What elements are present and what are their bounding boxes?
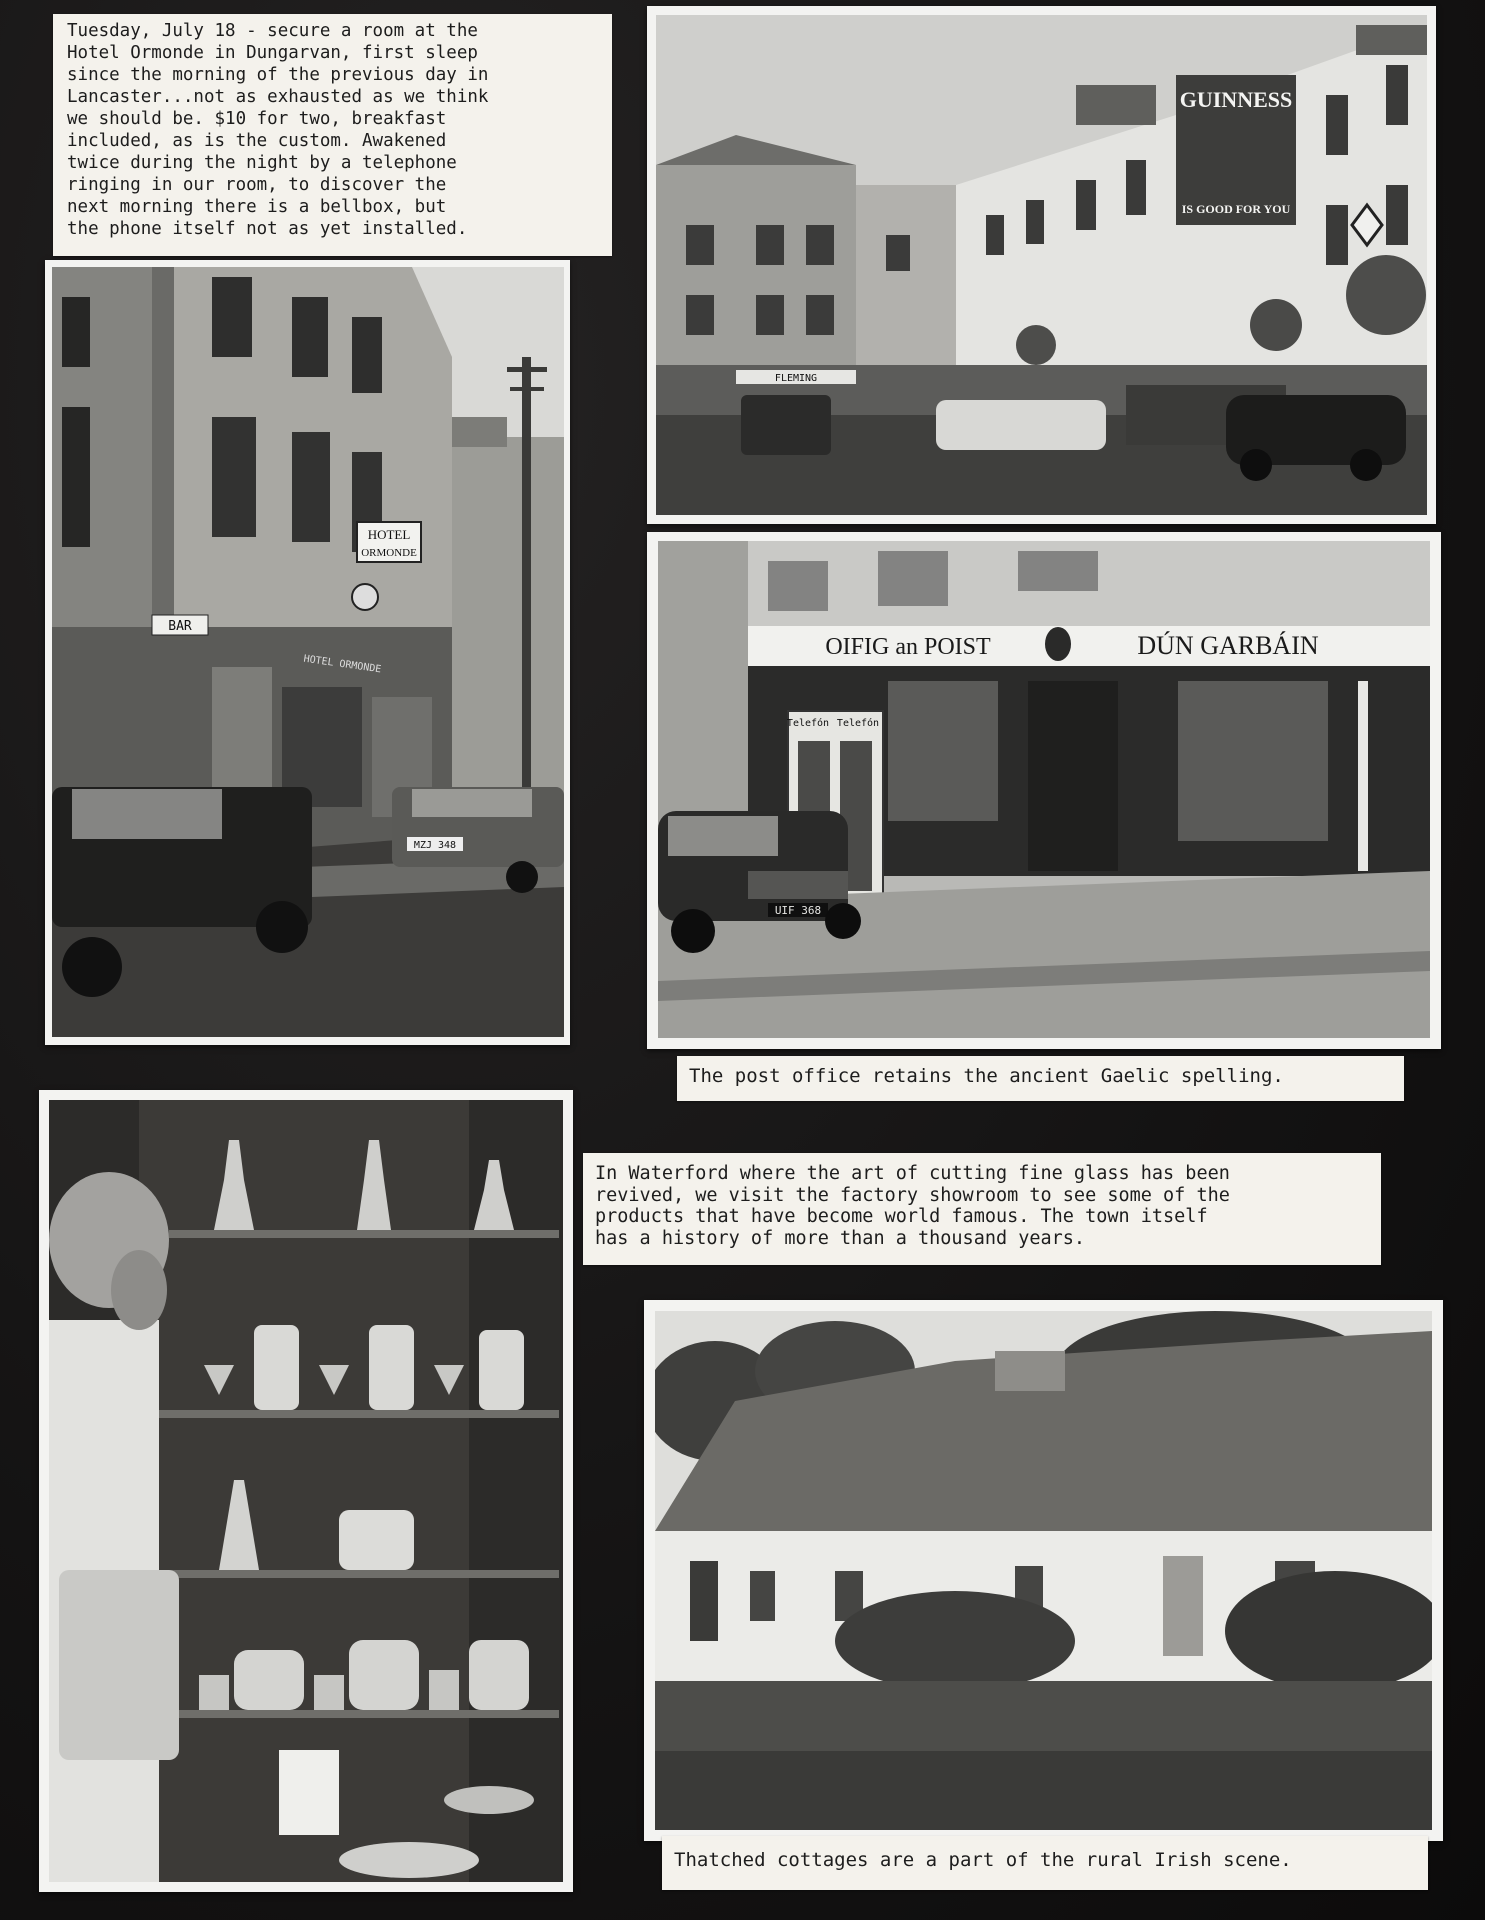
fleming-sign-text: FLEMING	[774, 373, 818, 384]
harp-emblem-icon	[1045, 627, 1071, 661]
chimney	[995, 1351, 1065, 1391]
jug-3	[479, 1330, 524, 1410]
journal-line: Lancaster...not as exhausted as we think	[67, 87, 489, 107]
hotel-sign-name: ORMONDE	[361, 547, 417, 559]
waterford-line: products that have become world famous. The town itself	[595, 1206, 1208, 1227]
waterford-glass-photo	[39, 1090, 573, 1892]
journal-line: we should be. $10 for two, breakfast	[67, 109, 447, 129]
journal-line: the phone itself not as yet installed.	[67, 219, 468, 239]
town-square-photo	[647, 6, 1436, 524]
hotel-sign-text: HOTEL	[367, 527, 411, 542]
bar-sign-text: BAR	[168, 619, 192, 634]
post-office-caption-text: The post office retains the ancient Gaelic spelling.	[689, 1065, 1284, 1087]
waterford-line: In Waterford where the art of cutting fine glass has been	[595, 1163, 1230, 1184]
post-office-caption	[677, 1056, 1404, 1101]
cottage-door-right	[1163, 1556, 1203, 1656]
hotel-ormonde-scene	[52, 267, 564, 1037]
cottages-caption	[662, 1836, 1428, 1890]
jug-2	[369, 1325, 414, 1410]
square-car-1	[741, 395, 831, 455]
hotel-fascia-text: HOTEL ORMONDE	[302, 653, 382, 676]
post-office-car-plate: UIF 368	[774, 904, 822, 917]
post-office-sign-right: DÚN GARBÁIN	[1137, 631, 1319, 660]
journal-caption	[53, 14, 612, 256]
square-car-2	[936, 400, 1106, 450]
hotel-car-plate: MZJ 348	[413, 840, 457, 851]
journal-line: next morning there is a bellbox, but	[67, 197, 447, 217]
display-card	[279, 1750, 339, 1835]
jug-6	[469, 1640, 529, 1710]
waterford-caption	[583, 1153, 1381, 1265]
cottages-caption-text: Thatched cottages are a part of the rural Irish scene.	[674, 1849, 1292, 1871]
thatched-cottage-scene	[655, 1311, 1432, 1830]
town-square-scene	[656, 15, 1427, 515]
cottage-door-left	[690, 1561, 718, 1641]
glass-bowl	[339, 1510, 414, 1570]
glass-showroom-scene	[49, 1100, 563, 1882]
guinness-sign	[1176, 75, 1296, 225]
thatched-cottage-photo	[644, 1300, 1443, 1841]
glass-plate	[339, 1842, 479, 1878]
journal-line: Tuesday, July 18 - secure a room at the	[67, 21, 478, 41]
waterford-line: has a history of more than a thousand years.	[595, 1227, 1086, 1249]
journal-line: included, as is the custom. Awakened	[67, 131, 447, 151]
waterford-line: revived, we visit the factory showroom to see some of the	[595, 1184, 1230, 1206]
hotel-ormonde-photo	[45, 260, 570, 1045]
journal-line: Hotel Ormonde in Dungarvan, first sleep	[67, 43, 478, 63]
journal-line: twice during the night by a telephone	[67, 153, 457, 173]
post-office-sign-left: OIFIG an POIST	[825, 634, 991, 660]
jug-1	[254, 1325, 299, 1410]
journal-line: since the morning of the previous day in	[67, 65, 489, 85]
handbag	[59, 1570, 179, 1760]
post-office-scene	[658, 541, 1430, 1038]
journal-line: ringing in our room, to discover the	[67, 175, 447, 195]
guinness-sign-text: GUINNESS	[1179, 87, 1293, 112]
phone-box-label-right: Telefón	[836, 718, 880, 729]
aa-badge-icon	[352, 584, 378, 610]
jug-4	[234, 1650, 304, 1710]
phone-box-label-left: Telefón	[786, 718, 830, 729]
guinness-sign-slogan: IS GOOD FOR YOU	[1181, 202, 1291, 216]
jug-5	[349, 1640, 419, 1710]
post-office-photo	[647, 532, 1441, 1049]
